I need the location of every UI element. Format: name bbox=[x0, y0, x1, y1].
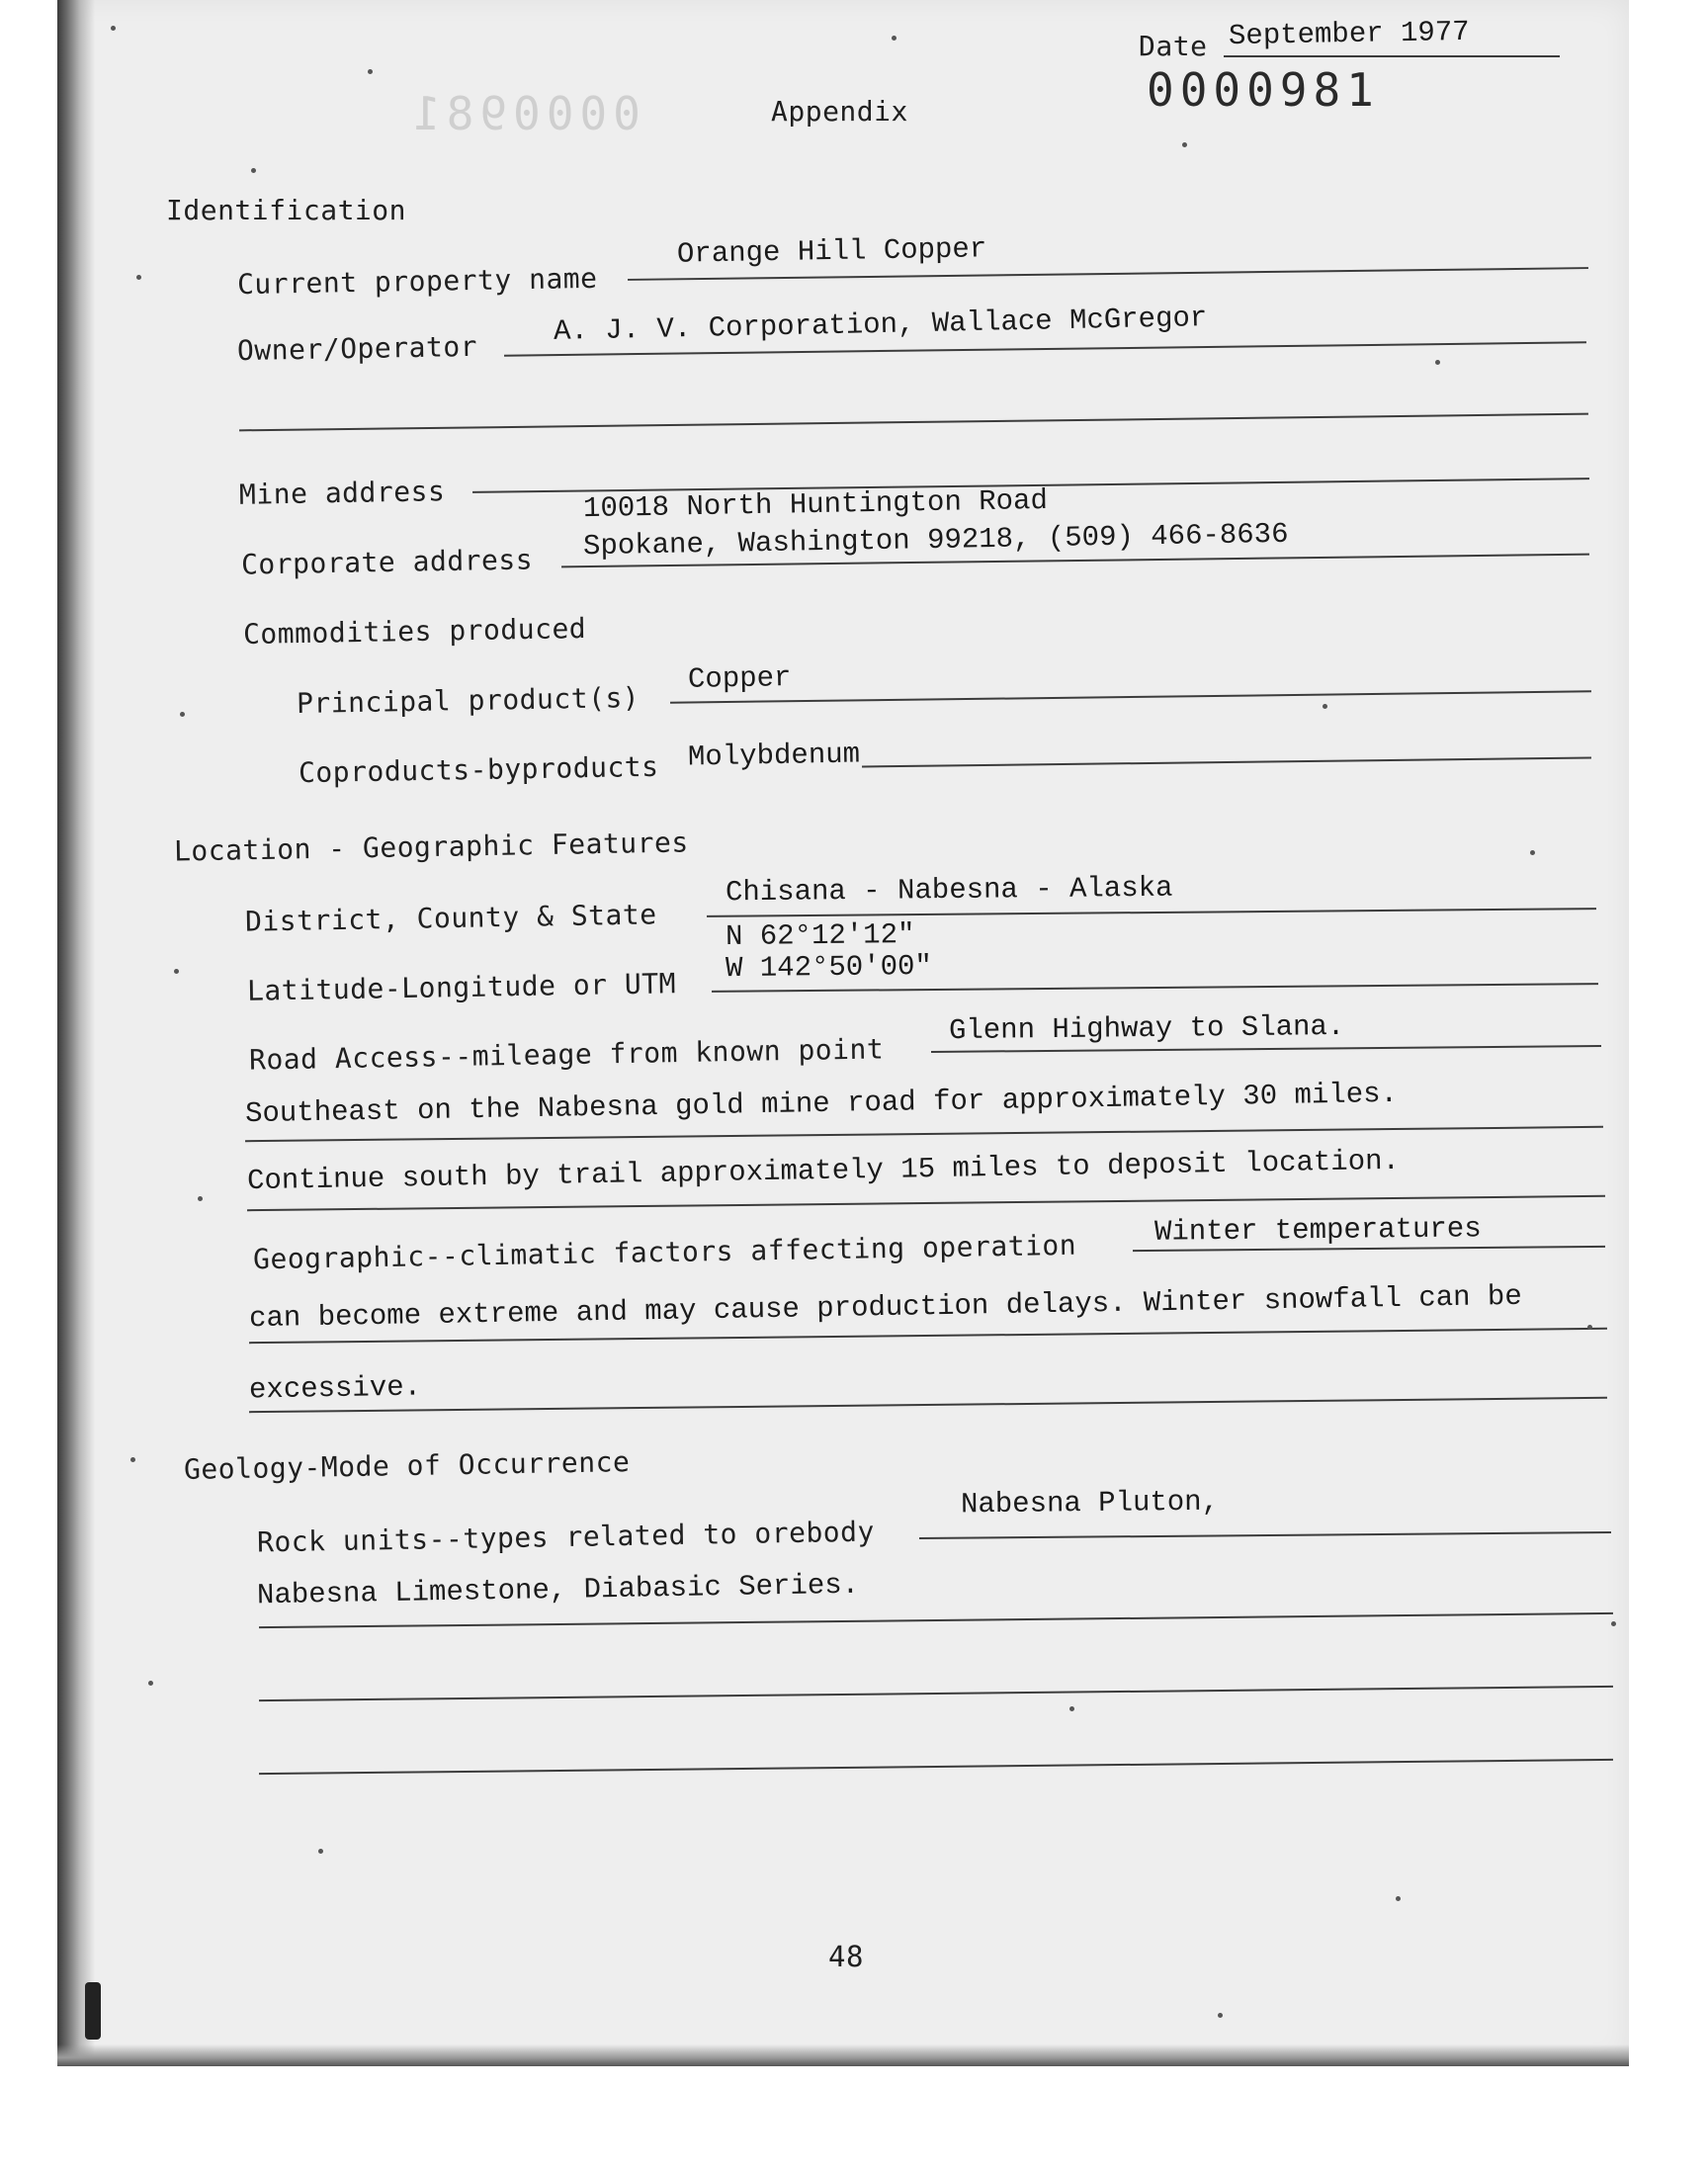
district-value: Chisana - Nabesna - Alaska bbox=[725, 871, 1173, 910]
scan-speckle bbox=[1182, 142, 1187, 147]
page-bottom-shadow bbox=[57, 2044, 1629, 2066]
scan-speckle bbox=[892, 36, 897, 41]
coproducts-label: Coproducts-byproducts bbox=[298, 749, 659, 790]
principal-products-value: Copper bbox=[687, 661, 792, 696]
road-access-line-2: Southeast on the Nabesna gold mine road for approximately 30 miles. bbox=[244, 1077, 1399, 1131]
corporate-address-label: Corporate address bbox=[240, 543, 534, 581]
road-access-label: Road Access--mileage from known point bbox=[248, 1032, 885, 1077]
date-label: Date bbox=[1139, 30, 1208, 62]
commodities-label: Commodities produced bbox=[242, 611, 587, 652]
scan-speckle bbox=[1396, 1896, 1401, 1901]
longitude-value: W 142°50'00" bbox=[725, 949, 933, 986]
scan-speckle bbox=[251, 168, 256, 173]
owner-operator-value: A. J. V. Corporation, Wallace McGregor bbox=[553, 302, 1208, 348]
scan-speckle bbox=[148, 1681, 153, 1686]
scan-speckle bbox=[1587, 1325, 1592, 1330]
current-property-name-value: Orange Hill Copper bbox=[676, 232, 987, 271]
location-heading: Location - Geographic Features bbox=[173, 826, 689, 868]
latitude-value: N 62°12'12" bbox=[725, 917, 915, 954]
principal-products-label: Principal product(s) bbox=[296, 680, 640, 721]
corporate-address-value: Spokane, Washington 99218, (509) 466-8636 bbox=[582, 517, 1289, 564]
scan-speckle bbox=[1323, 704, 1327, 709]
scan-speckle bbox=[1611, 1621, 1616, 1626]
identification-heading: Identification bbox=[166, 194, 407, 226]
current-property-name-label: Current property name bbox=[236, 261, 598, 302]
scan-speckle bbox=[368, 69, 373, 74]
scan-speckle bbox=[318, 1849, 323, 1854]
climatic-label: Geographic--climatic factors affecting operation bbox=[252, 1228, 1077, 1276]
document-number-stamp: 0000981 bbox=[1147, 63, 1380, 117]
scan-speckle bbox=[198, 1196, 203, 1201]
scan-speckle bbox=[1530, 850, 1535, 855]
scan-speckle bbox=[1069, 1706, 1074, 1711]
rock-units-label: Rock units--types related to orebody bbox=[256, 1515, 876, 1559]
scan-speckle bbox=[1218, 2013, 1223, 2018]
owner-operator-label: Owner/Operator bbox=[236, 329, 478, 368]
mine-address-label: Mine address bbox=[238, 475, 446, 511]
binder-clip-mark bbox=[85, 1982, 101, 2040]
climatic-line-1: Winter temperatures bbox=[1153, 1212, 1482, 1249]
rock-units-line-1: Nabesna Pluton, bbox=[960, 1485, 1220, 1522]
page-title: Appendix bbox=[771, 95, 908, 128]
district-label: District, County & State bbox=[244, 898, 657, 938]
mine-address-value: 10018 North Huntington Road bbox=[582, 483, 1049, 526]
rock-units-line-2: Nabesna Limestone, Diabasic Series. bbox=[256, 1568, 860, 1612]
coproducts-value: Molybdenum bbox=[687, 738, 861, 774]
scan-speckle bbox=[180, 712, 185, 717]
latlong-label: Latitude-Longitude or UTM bbox=[246, 967, 677, 1007]
road-access-line-1: Glenn Highway to Slana. bbox=[948, 1009, 1345, 1048]
road-access-line-3: Continue south by trail approximately 15 miles to deposit location. bbox=[246, 1144, 1401, 1198]
climatic-line-2: can become extreme and may cause production delays. Winter snowfall can be bbox=[248, 1279, 1523, 1336]
scan-speckle bbox=[111, 26, 116, 31]
scan-speckle bbox=[174, 969, 179, 974]
scan-speckle bbox=[130, 1457, 135, 1462]
geology-heading: Geology-Mode of Occurrence bbox=[183, 1445, 631, 1486]
scan-speckle bbox=[136, 275, 141, 280]
date-value: September 1977 bbox=[1228, 15, 1470, 53]
page-number: 48 bbox=[828, 1940, 864, 1973]
page-edge-shadow bbox=[57, 0, 95, 2061]
scan-speckle bbox=[1435, 360, 1440, 365]
bleed-through-stamp: 0000981 bbox=[407, 87, 640, 140]
date-underline bbox=[1224, 55, 1560, 57]
climatic-line-3: excessive. bbox=[248, 1370, 422, 1407]
